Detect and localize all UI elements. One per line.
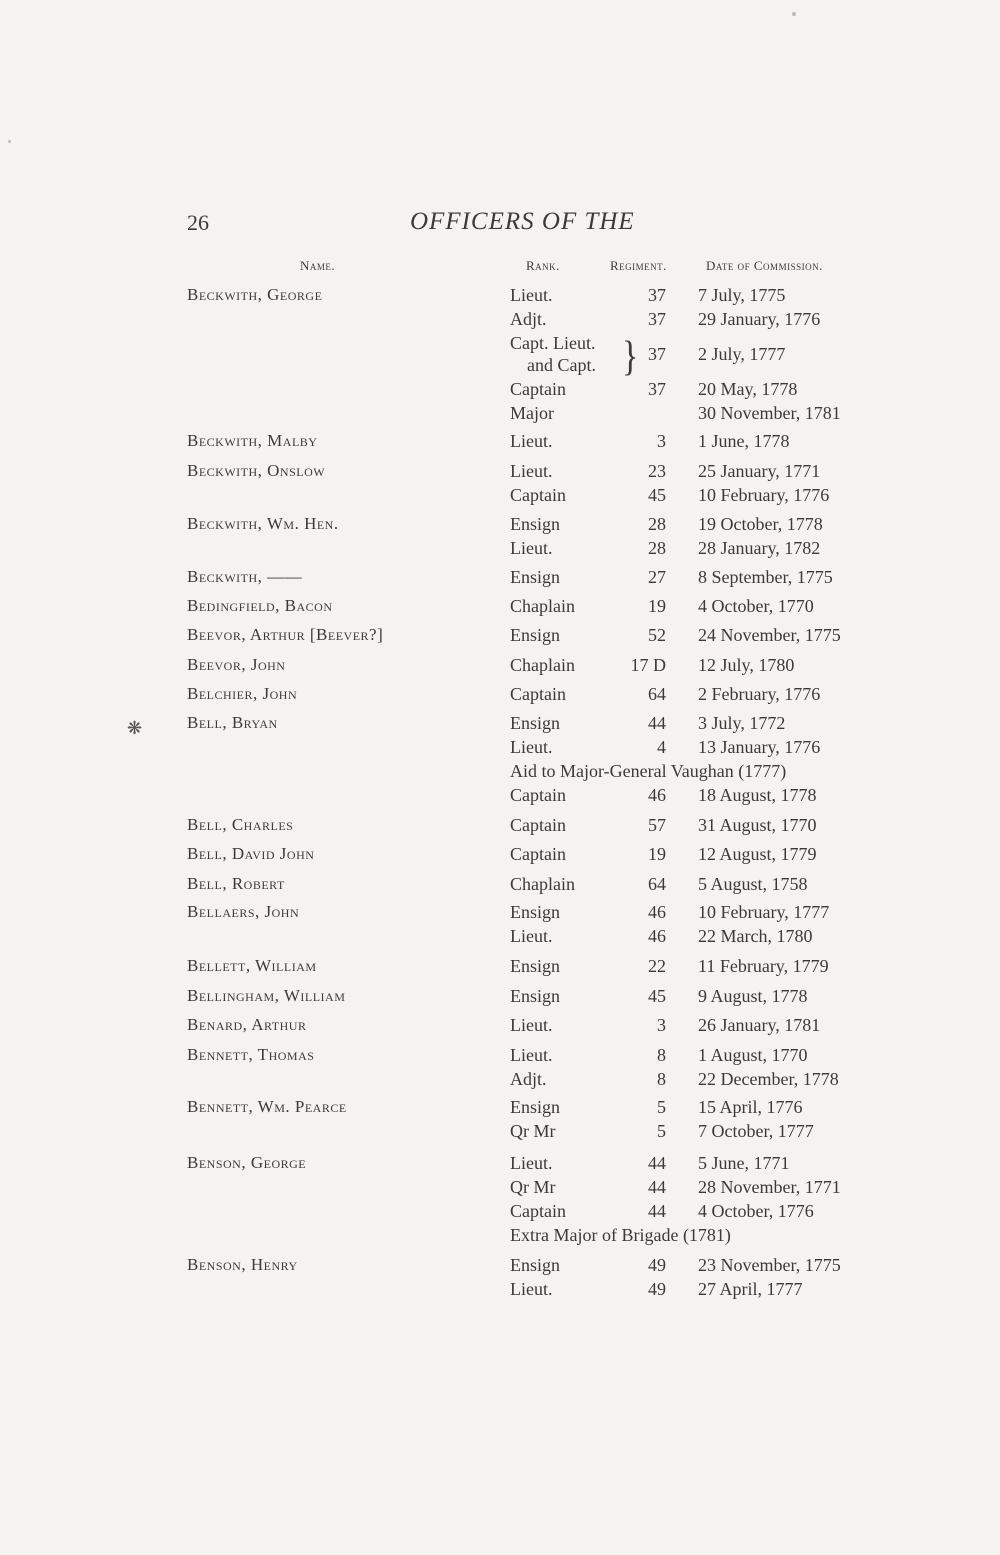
officer-name: Beckwith, George xyxy=(187,285,323,304)
commission-date: 22 March, 1780 xyxy=(698,926,813,946)
commission-row xyxy=(0,1255,1000,1281)
commission-row xyxy=(0,926,1000,952)
regiment-number: 64 xyxy=(648,874,666,894)
commission-row xyxy=(0,1225,1000,1251)
officer-name: Benson, George xyxy=(187,1153,307,1172)
regiment-number: 19 xyxy=(648,596,666,616)
commission-date: 4 October, 1770 xyxy=(698,596,814,616)
rank: Ensign xyxy=(510,625,561,645)
commission-row xyxy=(0,485,1000,511)
regiment-number: 28 xyxy=(648,514,666,534)
rank: Adjt. xyxy=(510,309,547,329)
regiment-number: 27 xyxy=(648,567,666,587)
officer-name: Bellett, William xyxy=(187,956,317,975)
commission-date: 23 November, 1775 xyxy=(698,1255,841,1275)
regiment-number: 45 xyxy=(648,986,666,1006)
rank: Captain xyxy=(510,1201,566,1221)
officer-name: Belchier, John xyxy=(187,684,298,703)
regiment-number: 23 xyxy=(648,461,666,481)
commission-row xyxy=(0,684,1000,710)
regiment-number: 64 xyxy=(648,684,666,704)
commission-row xyxy=(0,902,1000,928)
commission-date: 28 November, 1771 xyxy=(698,1177,841,1197)
commission-date: 27 April, 1777 xyxy=(698,1279,803,1299)
rank: Lieut. xyxy=(510,285,553,305)
commission-row xyxy=(0,625,1000,651)
officer-name: Beckwith, Malby xyxy=(187,431,318,450)
rank: Ensign xyxy=(510,1255,561,1275)
rank: Chaplain xyxy=(510,596,575,616)
officer-name: Beckwith, Onslow xyxy=(187,461,326,480)
rank: Lieut. xyxy=(510,431,553,451)
commission-row xyxy=(0,956,1000,982)
commission-date: 7 October, 1777 xyxy=(698,1121,814,1141)
commission-row xyxy=(0,986,1000,1012)
rank: Lieut. xyxy=(510,737,553,757)
regiment-number: 8 xyxy=(657,1045,666,1065)
commission-row xyxy=(0,596,1000,622)
regiment-number: 22 xyxy=(648,956,666,976)
regiment-number: 17 D xyxy=(630,655,666,675)
regiment-number: 8 xyxy=(657,1069,666,1089)
rank: Ensign xyxy=(510,986,561,1006)
officer-name: Bell, Charles xyxy=(187,815,294,834)
commission-date: 11 February, 1779 xyxy=(698,956,829,976)
commission-date: 18 August, 1778 xyxy=(698,785,817,805)
commission-row xyxy=(0,1153,1000,1179)
rank: Ensign xyxy=(510,902,561,922)
commission-row xyxy=(0,1177,1000,1203)
commission-date: 30 November, 1781 xyxy=(698,403,841,423)
commission-row xyxy=(0,713,1000,739)
commission-row xyxy=(0,431,1000,457)
officer-name: Bedingfield, Bacon xyxy=(187,596,333,615)
commission-row xyxy=(0,379,1000,405)
commission-row xyxy=(0,461,1000,487)
commission-row xyxy=(0,785,1000,811)
rank: Qr Mr xyxy=(510,1177,556,1197)
commission-date: 1 August, 1770 xyxy=(698,1045,808,1065)
column-header-regiment: Regiment. xyxy=(610,258,667,273)
column-header-rank: Rank. xyxy=(526,258,560,273)
commission-row xyxy=(0,1097,1000,1123)
rank: Ensign xyxy=(510,713,561,733)
regiment-number: 44 xyxy=(648,1201,666,1221)
commission-date: 20 May, 1778 xyxy=(698,379,798,399)
service-note: Extra Major of Brigade (1781) xyxy=(510,1225,731,1245)
officer-name: Beevor, Arthur [Beever?] xyxy=(187,625,384,644)
regiment-number: 46 xyxy=(648,902,666,922)
marginal-asterism-mark: ❋ xyxy=(127,718,143,738)
commission-row xyxy=(0,309,1000,335)
rank: Lieut. xyxy=(510,538,553,558)
regiment-number: 46 xyxy=(648,785,666,805)
commission-date: 10 February, 1776 xyxy=(698,485,830,505)
commission-date: 22 December, 1778 xyxy=(698,1069,839,1089)
rank: Captain xyxy=(510,485,566,505)
commission-row xyxy=(0,333,1000,381)
officer-name: Beckwith, Wm. Hen. xyxy=(187,514,339,533)
commission-date: 13 January, 1776 xyxy=(698,737,821,757)
rank: Ensign xyxy=(510,514,561,534)
regiment-number: 57 xyxy=(648,815,666,835)
regiment-number: 5 xyxy=(657,1097,666,1117)
officer-name: Beckwith, —— xyxy=(187,567,303,586)
regiment-number: 44 xyxy=(648,1177,666,1197)
commission-date: 29 January, 1776 xyxy=(698,309,821,329)
officer-name: Benard, Arthur xyxy=(187,1015,307,1034)
service-note: Aid to Major-General Vaughan (1777) xyxy=(510,761,787,781)
commission-date: 15 April, 1776 xyxy=(698,1097,803,1117)
commission-date: 8 September, 1775 xyxy=(698,567,833,587)
commission-row xyxy=(0,285,1000,311)
rank: Adjt. xyxy=(510,1069,547,1089)
rank: Lieut. xyxy=(510,1279,553,1299)
rank: Lieut. xyxy=(510,1153,553,1173)
commission-row xyxy=(0,844,1000,870)
officer-name: Bennett, Wm. Pearce xyxy=(187,1097,347,1116)
regiment-number: 3 xyxy=(657,431,666,451)
commission-date: 12 July, 1780 xyxy=(698,655,795,675)
regiment-number: 49 xyxy=(648,1279,666,1299)
commission-date: 2 February, 1776 xyxy=(698,684,821,704)
officer-name: Bellingham, William xyxy=(187,986,346,1005)
running-title: OFFICERS OF THE xyxy=(410,208,635,235)
rank: Chaplain xyxy=(510,874,575,894)
commission-date: 10 February, 1777 xyxy=(698,902,830,922)
page-number: 26 xyxy=(187,210,209,235)
commission-date: 2 July, 1777 xyxy=(698,344,786,364)
commission-row xyxy=(0,1045,1000,1071)
commission-row xyxy=(0,874,1000,900)
regiment-number: 37 xyxy=(648,309,666,329)
commission-date: 4 October, 1776 xyxy=(698,1201,814,1221)
officer-name: Bell, David John xyxy=(187,844,315,863)
commission-row xyxy=(0,1069,1000,1095)
grouping-brace: } xyxy=(622,333,639,380)
commission-date: 5 August, 1758 xyxy=(698,874,808,894)
officer-name: Bell, Robert xyxy=(187,874,285,893)
regiment-number: 52 xyxy=(648,625,666,645)
commission-date: 12 August, 1779 xyxy=(698,844,817,864)
commission-row xyxy=(0,1201,1000,1227)
regiment-number: 3 xyxy=(657,1015,666,1035)
commission-date: 26 January, 1781 xyxy=(698,1015,821,1035)
rank: Capt. Lieut. xyxy=(510,333,596,353)
commission-date: 31 August, 1770 xyxy=(698,815,817,835)
commission-row xyxy=(0,403,1000,429)
rank-continued: and Capt. xyxy=(527,355,596,375)
regiment-number: 19 xyxy=(648,844,666,864)
rank: Qr Mr xyxy=(510,1121,556,1141)
commission-row xyxy=(0,1279,1000,1305)
officer-name: Bell, Bryan xyxy=(187,713,278,732)
regiment-number: 4 xyxy=(657,737,666,757)
regiment-number: 37 xyxy=(648,285,666,305)
commission-date: 24 November, 1775 xyxy=(698,625,841,645)
rank: Captain xyxy=(510,684,566,704)
rank: Ensign xyxy=(510,956,561,976)
regiment-number: 28 xyxy=(648,538,666,558)
commission-date: 19 October, 1778 xyxy=(698,514,823,534)
commission-row xyxy=(0,655,1000,681)
regiment-number: 46 xyxy=(648,926,666,946)
commission-date: 9 August, 1778 xyxy=(698,986,808,1006)
commission-date: 25 January, 1771 xyxy=(698,461,821,481)
commission-row xyxy=(0,737,1000,763)
rank: Chaplain xyxy=(510,655,575,675)
commission-row xyxy=(0,1015,1000,1041)
commission-date: 1 June, 1778 xyxy=(698,431,790,451)
rank: Captain xyxy=(510,379,566,399)
rank: Captain xyxy=(510,815,566,835)
regiment-number: 44 xyxy=(648,1153,666,1173)
officer-name: Beevor, John xyxy=(187,655,286,674)
regiment-number: 45 xyxy=(648,485,666,505)
commission-date: 3 July, 1772 xyxy=(698,713,786,733)
commission-row xyxy=(0,815,1000,841)
column-header-name: Name. xyxy=(300,258,336,273)
rank: Ensign xyxy=(510,1097,561,1117)
officer-name: Bennett, Thomas xyxy=(187,1045,315,1064)
rank: Lieut. xyxy=(510,1015,553,1035)
rank: Captain xyxy=(510,785,566,805)
officer-name: Bellaers, John xyxy=(187,902,300,921)
regiment-number: 37 xyxy=(648,379,666,399)
commission-date: 5 June, 1771 xyxy=(698,1153,790,1173)
commission-row xyxy=(0,538,1000,564)
paper-speck xyxy=(792,12,796,16)
commission-row xyxy=(0,567,1000,593)
rank: Ensign xyxy=(510,567,561,587)
rank: Lieut. xyxy=(510,1045,553,1065)
commission-row xyxy=(0,514,1000,540)
commission-row xyxy=(0,1121,1000,1147)
paper-speck xyxy=(8,140,11,143)
rank: Major xyxy=(510,403,554,423)
column-header-date: Date of Commission. xyxy=(706,258,823,273)
officer-name: Benson, Henry xyxy=(187,1255,298,1274)
commission-date: 28 January, 1782 xyxy=(698,538,821,558)
regiment-number: 5 xyxy=(657,1121,666,1141)
regiment-number: 49 xyxy=(648,1255,666,1275)
rank: Lieut. xyxy=(510,926,553,946)
regiment-number: 37 xyxy=(648,344,666,364)
regiment-number: 44 xyxy=(648,713,666,733)
commission-date: 7 July, 1775 xyxy=(698,285,786,305)
rank: Lieut. xyxy=(510,461,553,481)
rank: Captain xyxy=(510,844,566,864)
commission-row xyxy=(0,761,1000,787)
